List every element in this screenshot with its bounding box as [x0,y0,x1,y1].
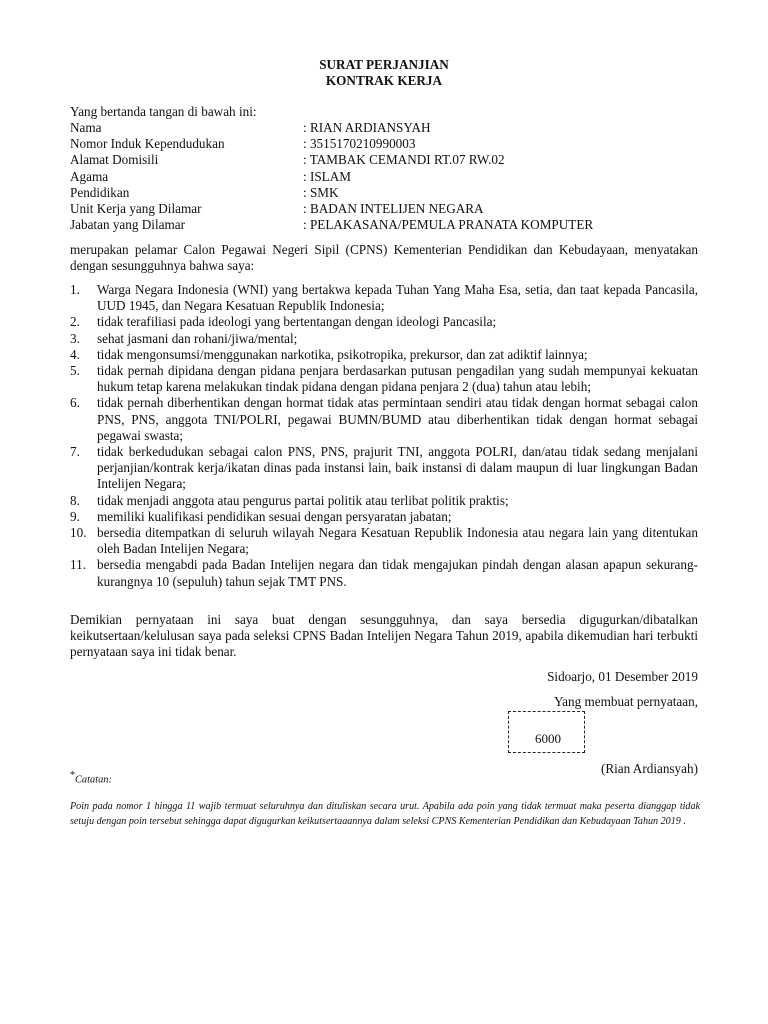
list-item [70,395,698,444]
field-row-work-unit [70,201,710,217]
list-item-number: 3. [70,330,80,346]
field-value: : ISLAM [303,168,351,184]
identity-fields [70,120,710,233]
field-label: Nama [70,120,102,135]
closing-paragraph: Demikian pernyataan ini saya buat dengan sesungguhnya, dan saya bersedia digugurkan/dibatalkan keikutsertaan/kelulusan saya pada seleksi CPNS Badan Intelijen Negara Tahun 2019, apabila dikemudian hari terbukti pernyataan saya ini tidak benar. [70,612,698,660]
list-item-number: 9. [70,508,80,524]
list-item-number: 10. [70,525,87,541]
list-item [70,314,698,330]
note-label [70,768,112,789]
signer-name: (Rian Ardiansyah) [600,761,698,776]
statement-list [70,282,698,590]
field-label: Pendidikan [70,184,130,200]
field-value: : PELAKASANA/PEMULA PRANATA KOMPUTER [303,217,594,233]
list-item-number: 4. [70,346,80,362]
list-item [70,444,698,493]
field-value: : SMK [303,184,339,200]
list-item [70,493,698,509]
list-item [70,509,698,525]
signer-label: Yang membuat pernyataan, [553,694,698,709]
field-label: Nomor Induk Kependudukan [70,136,225,152]
field-value: : TAMBAK CEMANDI RT.07 RW.02 [303,152,505,168]
note-text: Poin pada nomor 1 hingga 11 wajib termuat seluruhnya dan dituliskan secara urut. Apabila ada poin yang tidak termuat maka peserta dianggap tidak setuju dengan poin tersebut sehingga dapat digugurkan keikutsertaaannya dalam seleksi CPNS Kementerian Pendidikan dan Kebudayaan Tahun 2019 . [70,801,700,828]
list-item-number: 7. [70,444,80,460]
field-row-education [70,185,710,201]
list-item-number: 5. [70,363,80,379]
stamp-box [508,711,585,753]
list-item-number: 11. [70,557,86,573]
place-date: Sidoarjo, 01 Desember 2019 [547,669,698,684]
list-item-text: Warga Negara Indonesia (WNI) yang bertakwa kepada Tuhan Yang Maha Esa, setia, dan taat kepada Pancasila, UUD 1945, dan Negara Kesatuan Republik Indonesia; [97,282,698,314]
field-row-address [70,152,710,168]
list-item-text: sehat jasmani dan rohani/jiwa/mental; [97,330,298,346]
field-value: : RIAN ARDIANSYAH [303,120,431,135]
field-label: Unit Kerja yang Dilamar [70,200,202,216]
list-item [70,282,698,314]
statement-paragraph: merupakan pelamar Calon Pegawai Negeri Sipil (CPNS) Kementerian Pendidikan dan Kebudayaan, menyatakan dengan sesungguhnya bahwa saya: [70,242,698,274]
list-item-text: tidak pernah dipidana dengan pidana penjara berdasarkan putusan pengadilan yang sudah mempunyai kekuatan hukum tetap karena melakukan tindak pidana dengan pidana penjara 2 (dua) tahun atau lebih; [97,363,698,395]
field-label: Alamat Domisili [70,152,159,168]
document-subtitle: KONTRAK KERJA [325,73,443,88]
list-item-number: 1. [70,282,80,297]
field-label: Agama [70,168,109,184]
list-item [70,331,698,347]
list-item-text: tidak menjadi anggota atau pengurus partai politik atau terlibat politik praktis; [97,492,509,508]
list-item-number: 2. [70,314,80,330]
list-item-number: 6. [70,395,80,411]
list-item [70,347,698,363]
field-row-nik [70,136,710,152]
field-value: : 3515170210990003 [303,136,416,152]
list-item [70,525,698,557]
list-item-text: bersedia ditempatkan di seluruh wilayah Negara Kesatuan Republik Indonesia atau negara lain yang ditentukan oleh Badan Intelijen Negara; [97,525,698,557]
field-row-position [70,217,710,233]
note-marker: * [70,770,75,781]
stamp-text: 6000 [535,731,561,746]
list-item-text: tidak mengonsumsi/menggunakan narkotika, psikotropika, prekursor, dan zat adiktif lainnya; [97,346,588,362]
document-title: SURAT PERJANJIAN [319,57,449,72]
field-row-religion [70,169,710,185]
list-item-text: bersedia mengabdi pada Badan Intelijen negara dan tidak mengajukan pindah dengan alasan apapun sekurang-kurangnya 10 (sepuluh) tahun sejak TMT PNS. [97,557,698,589]
list-item-text: memiliki kualifikasi pendidikan sesuai dengan persyaratan jabatan; [97,508,452,524]
field-value: : BADAN INTELIJEN NEGARA [303,200,484,216]
field-row-name [70,120,710,136]
intro-text: Yang bertanda tangan di bawah ini: [70,104,257,119]
list-item-number: 8. [70,492,80,508]
list-item [70,557,698,589]
list-item-text: tidak pernah diberhentikan dengan hormat tidak atas permintaan sendiri atau tidak dengan hormat sebagai calon PNS, PNS, anggota TNI/POLRI, pegawai BUMN/BUMD atau diberhentikan tidak dengan hormat sebagai pegawai swasta; [97,395,698,443]
note-label-text: Catatan: [75,774,112,786]
field-label: Jabatan yang Dilamar [70,217,185,233]
list-item-text: tidak berkedudukan sebagai calon PNS, PNS, prajurit TNI, anggota POLRI, dan/atau tidak sedang menjalani perjanjian/kontrak kerja/ikatan dinas pada instansi lain, baik instansi di dalam maupun di luar lingkungan Badan Intelijen Negara; [97,444,698,492]
list-item-text: tidak terafiliasi pada ideologi yang bertentangan dengan ideologi Pancasila; [97,314,497,330]
list-item [70,363,698,395]
